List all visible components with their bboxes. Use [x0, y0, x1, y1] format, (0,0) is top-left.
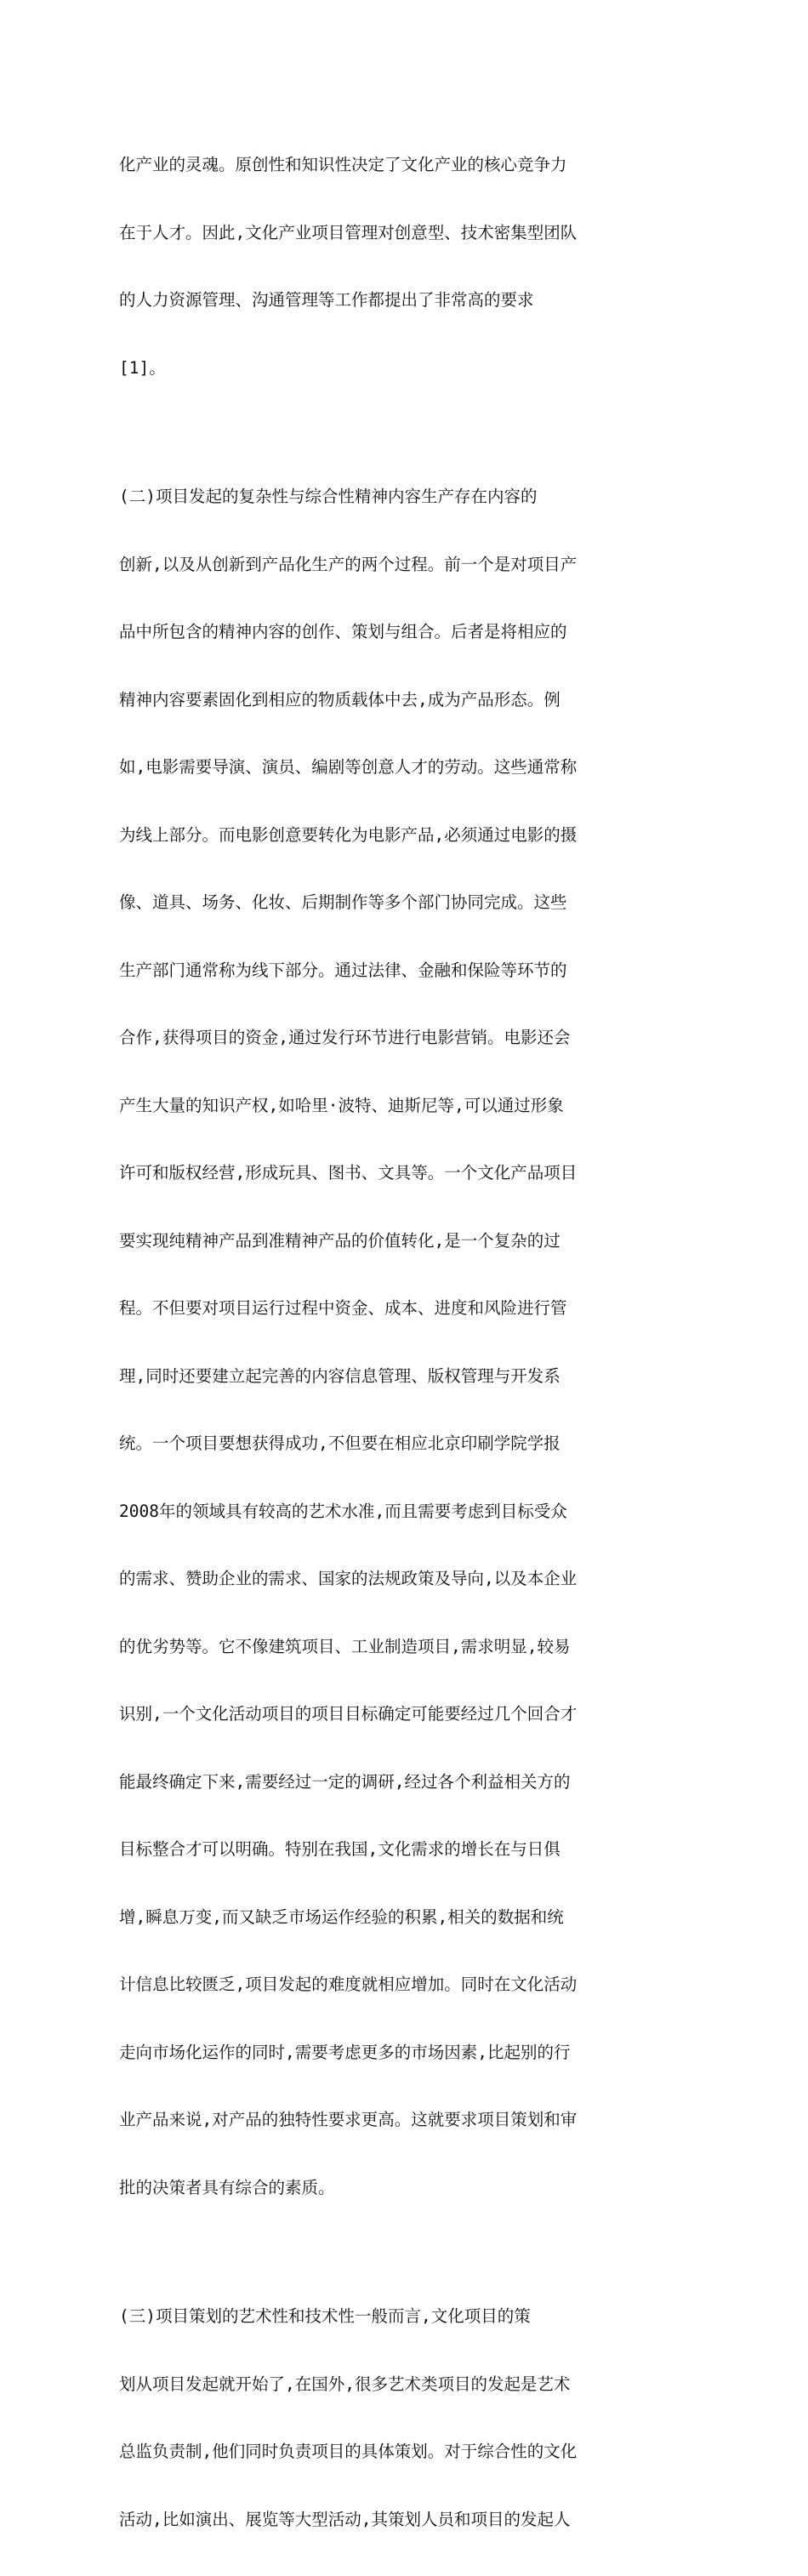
paragraph-1: [119, 109, 629, 425]
document-body: [119, 109, 629, 2576]
text-line: (二)项目发起的复杂性与综合性精神内容生产存在内容的: [119, 487, 538, 506]
paragraph-3: [119, 2260, 629, 2576]
text-line: 在于人才。因此,文化产业项目管理对创意型、技术密集型团队: [119, 222, 578, 242]
text-line: 活动,比如演出、展览等大型活动,其策划人员和项目的发起人: [119, 2509, 571, 2529]
text-line: 要实现纯精神产品到准精神产品的价值转化,是一个复杂的过: [119, 1230, 560, 1251]
text-line: 识别,一个文化活动项目的项目目标确定可能要经过几个回合才: [119, 1704, 578, 1724]
text-line: (三)项目策划的艺术性和技术性一般而言,文化项目的策: [119, 2306, 531, 2326]
text-line: 2008年的领域具有较高的艺术水准,而且需要考虑到目标受众: [119, 1501, 567, 1521]
text-line: 的优劣势等。它不像建筑项目、工业制造项目,需求明显,较易: [119, 1636, 571, 1656]
text-line: 走向市场化运作的同时,需要考虑更多的市场因素,比起别的行: [119, 2042, 571, 2062]
text-line: 业产品来说,对产品的独特性要求更高。这就要求项目策划和审: [119, 2110, 578, 2129]
text-line: 批的决策者具有综合的素质。: [119, 2177, 335, 2197]
text-line: 如,电影需要导演、演员、编剧等创意人才的劳动。这些通常称: [119, 757, 578, 777]
text-line: 创新,以及从创新到产品化生产的两个过程。前一个是对项目产: [119, 554, 578, 574]
text-line: 许可和版权经营,形成玩具、图书、文具等。一个文化产品项目: [119, 1163, 578, 1183]
text-line: 目标整合才可以明确。特别在我国,文化需求的增长在与日俱: [119, 1839, 560, 1859]
text-line: 像、道具、场务、化妆、后期制作等多个部门协同完成。这些: [119, 892, 567, 912]
text-line: 的需求、赞助企业的需求、国家的法规政策及导向,以及本企业: [119, 1569, 578, 1588]
text-line: 统。一个项目要想获得成功,不但要在相应北京印刷学院学报: [119, 1433, 560, 1453]
text-line: 理,同时还要建立起完善的内容信息管理、版权管理与开发系: [119, 1365, 560, 1386]
paragraph-spacer: [119, 2244, 629, 2260]
text-line: [1]。: [119, 357, 166, 378]
text-line: 程。不但要对项目运行过程中资金、成本、进度和风险进行管: [119, 1298, 567, 1318]
text-line: 精神内容要素固化到相应的物质载体中去,成为产品形态。例: [119, 689, 560, 710]
text-line: 增,瞬息万变,而又缺乏市场运作经验的积累,相关的数据和统: [119, 1906, 564, 1927]
text-line: 能最终确定下来,需要经过一定的调研,经过各个利益相关方的: [119, 1771, 571, 1792]
text-line: 产生大量的知识产权,如哈里·波特、迪斯尼等,可以通过形象: [119, 1095, 564, 1115]
text-line: 合作,获得项目的资金,通过发行环节进行电影营销。电影还会: [119, 1028, 571, 1047]
text-line: 划从项目发起就开始了,在国外,很多艺术类项目的发起是艺术: [119, 2374, 571, 2394]
text-line: 计信息比较匮乏,项目发起的难度就相应增加。同时在文化活动: [119, 1975, 578, 1994]
paragraph-2: [119, 441, 629, 2244]
text-line: 的人力资源管理、沟通管理等工作都提出了非常高的要求: [119, 290, 534, 310]
text-line: 生产部门通常称为线下部分。通过法律、金融和保险等环节的: [119, 960, 567, 980]
text-line: 品中所包含的精神内容的创作、策划与组合。后者是将相应的: [119, 622, 567, 641]
text-line: 化产业的灵魂。原创性和知识性决定了文化产业的核心竞争力: [119, 155, 567, 174]
text-line: 为线上部分。而电影创意要转化为电影产品,必须通过电影的摄: [119, 824, 578, 845]
paragraph-spacer: [119, 425, 629, 441]
text-line: 总监负责制,他们同时负责项目的具体策划。对于综合性的文化: [119, 2442, 578, 2461]
